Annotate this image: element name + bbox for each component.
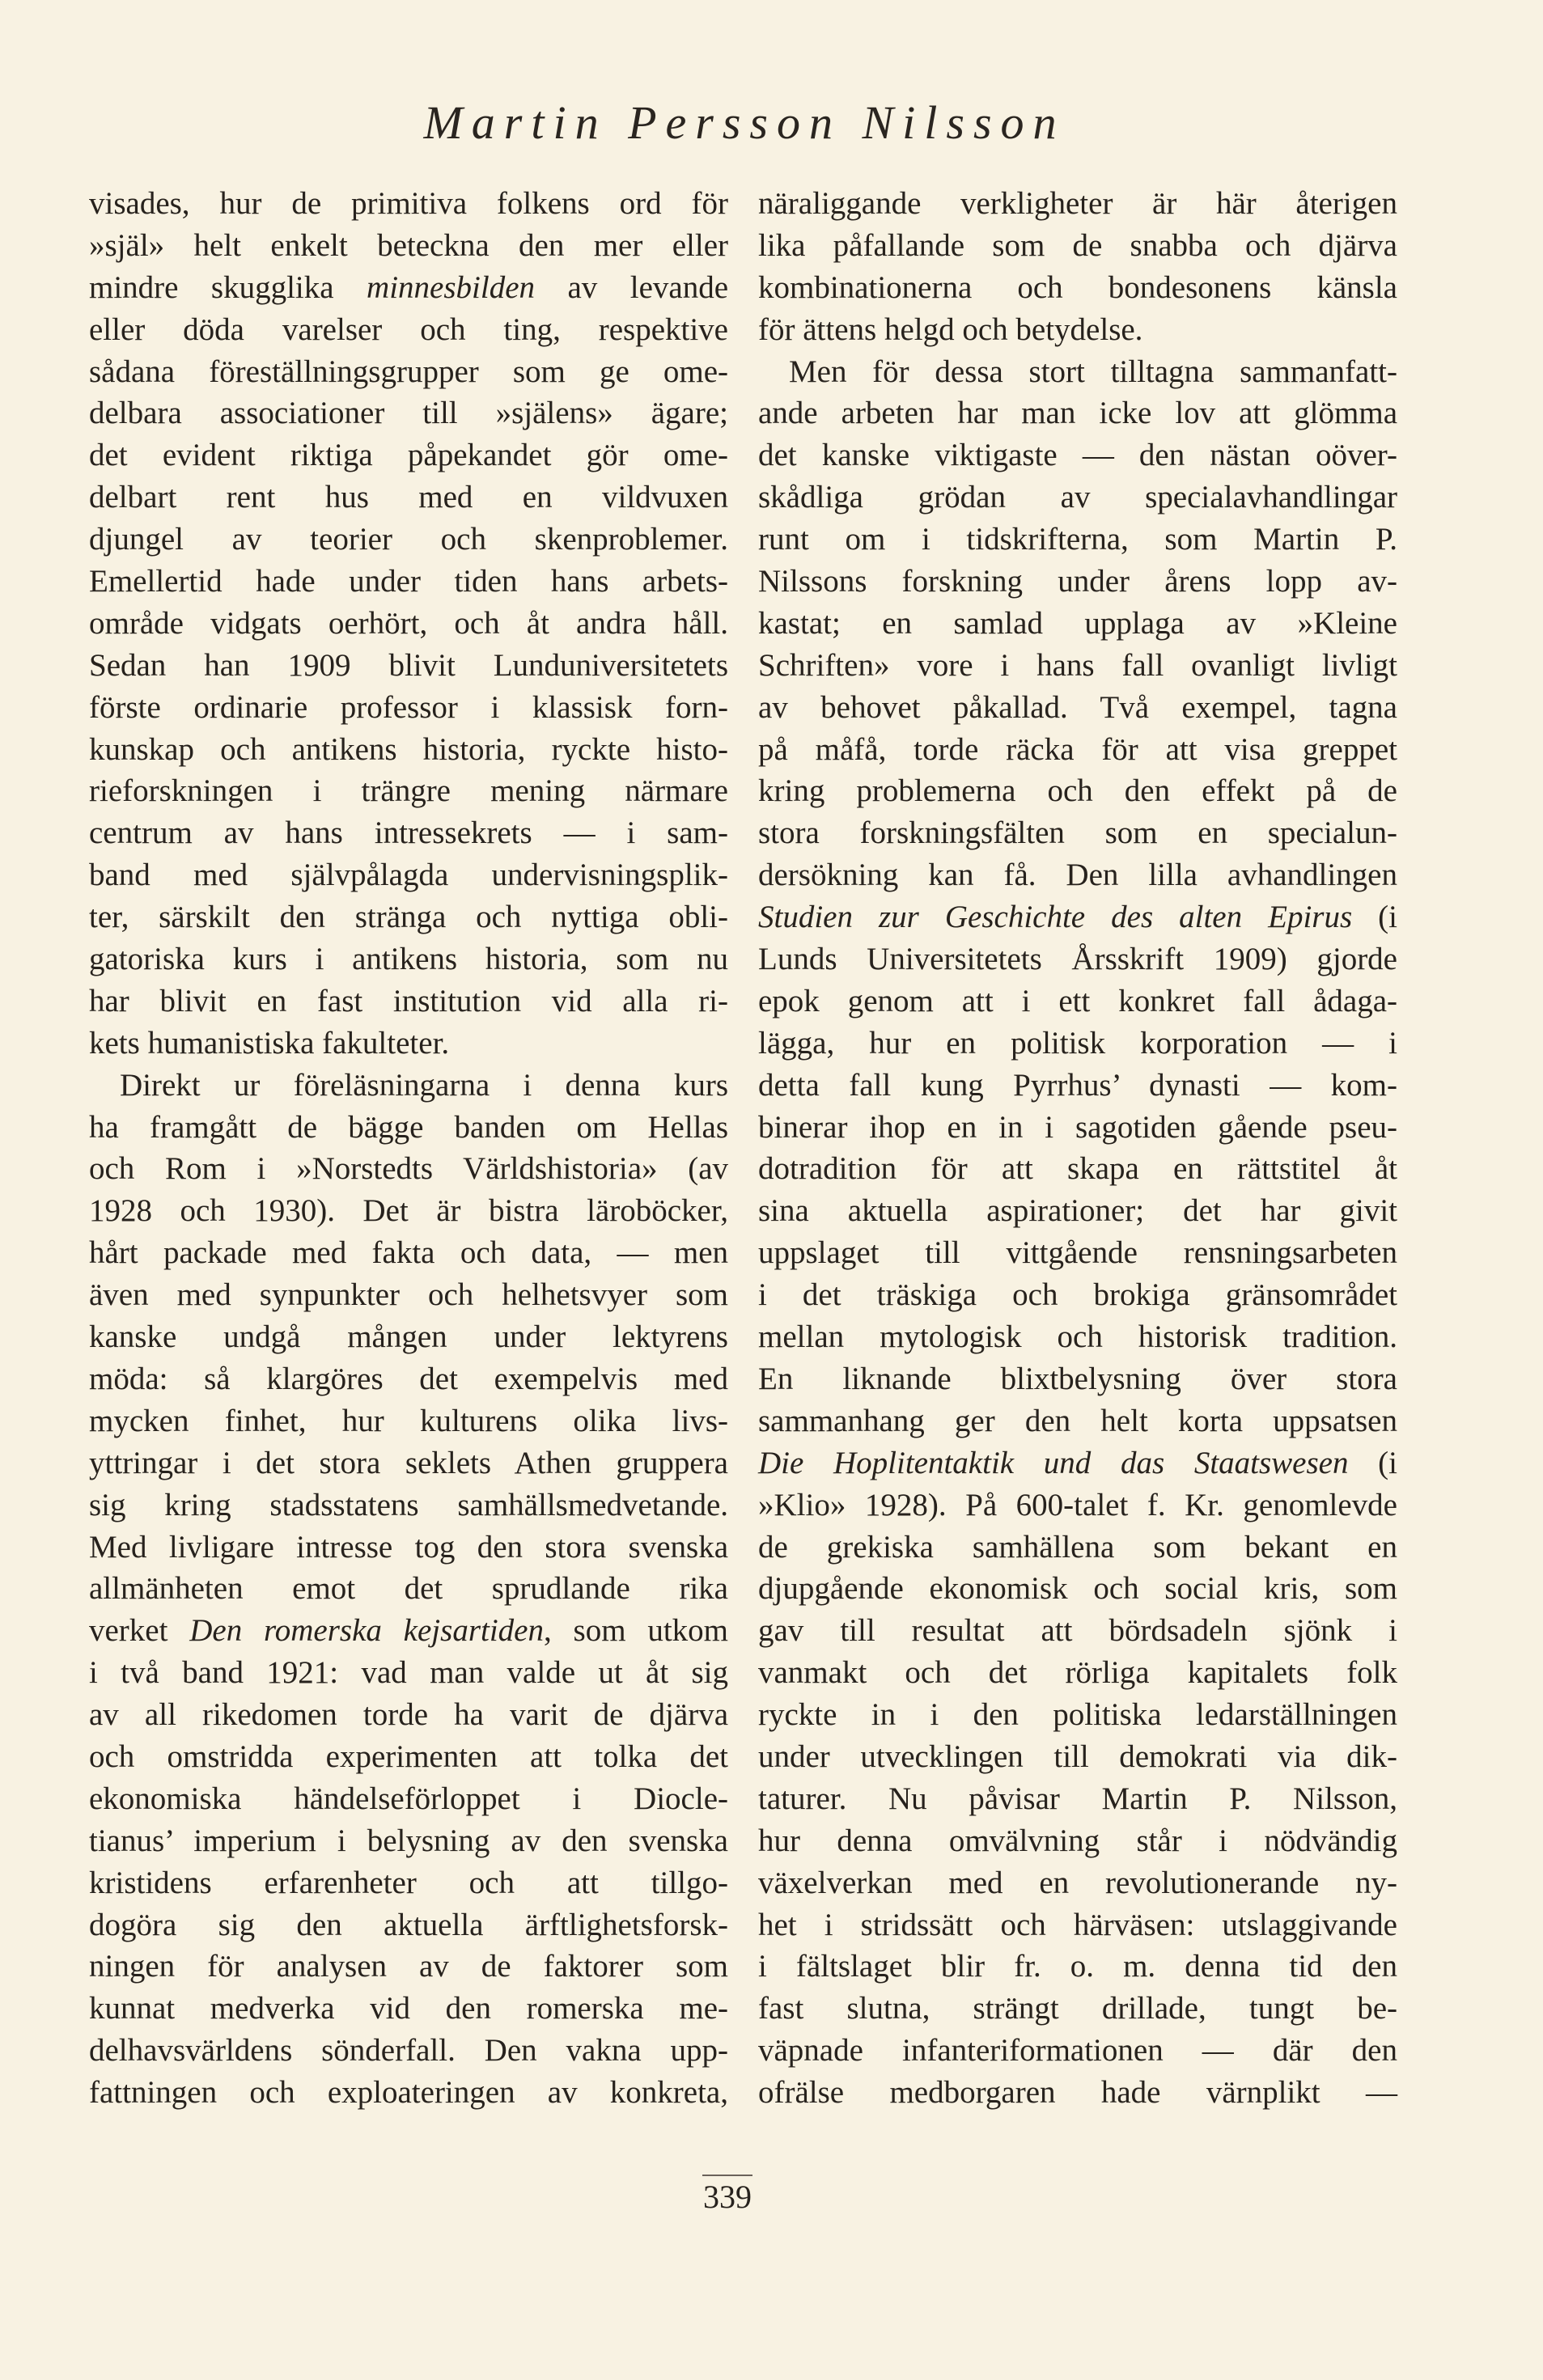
text-segment: kunskap och antikens historia, ryckte histo- <box>89 731 728 767</box>
text-segment: band med självpålagda undervisningsplik- <box>89 858 728 893</box>
text-line <box>758 1190 1397 1232</box>
text-line <box>89 1107 728 1149</box>
text-line <box>758 1862 1397 1904</box>
text-segment: epok genom att i ett konkret fall ådaga- <box>758 983 1397 1018</box>
text-line <box>758 183 1397 225</box>
text-segment: gav till resultat att bördsadeln sjönk i <box>758 1613 1397 1649</box>
text-segment: En liknande blixtbelysning över stora <box>758 1361 1397 1396</box>
text-segment: under utvecklingen till demokrati via dik- <box>758 1738 1397 1774</box>
text-segment: lägga, hur en politisk korporation — i <box>758 1025 1397 1061</box>
text-segment: det evident riktiga påpekandet gör ome- <box>89 438 728 473</box>
text-segment: på måfå, torde räcka för att visa greppet <box>758 731 1397 767</box>
text-segment: kunnat medverka vid den romerska me- <box>89 1991 728 2026</box>
text-segment: sig kring stadsstatens samhällsmedvetande. <box>89 1487 728 1522</box>
italic-title: Die Hoplitentaktik und das Staatswesen <box>758 1445 1349 1480</box>
italic-title: Den romerska kejsartiden <box>189 1613 544 1649</box>
text-segment: taturer. Nu påvisar Martin P. Nilsson, <box>758 1781 1397 1816</box>
text-line <box>758 1316 1397 1358</box>
text-line <box>89 2072 728 2114</box>
text-segment: ningen för analysen av de faktorer som <box>89 1949 728 1984</box>
text-line <box>758 1820 1397 1862</box>
text-line <box>89 1904 728 1946</box>
text-line <box>758 854 1397 896</box>
text-line <box>758 434 1397 476</box>
text-segment: sammanhang ger den helt korta uppsatsen <box>758 1403 1397 1438</box>
text-segment: kets humanistiska fakulteter. <box>89 1025 450 1061</box>
text-line <box>758 1400 1397 1442</box>
text-segment: vanmakt och det rörliga kapitalets folk <box>758 1655 1397 1691</box>
text-line <box>758 603 1397 645</box>
text-line <box>89 1316 728 1358</box>
text-line <box>89 729 728 771</box>
text-line <box>89 183 728 225</box>
text-line <box>758 2072 1397 2114</box>
text-line <box>758 2030 1397 2072</box>
text-segment: mellan mytologisk och historisk tradition. <box>758 1319 1397 1355</box>
text-segment: het i stridssätt och härväsen: utslaggivande <box>758 1907 1397 1942</box>
text-line <box>758 1610 1397 1652</box>
page-number-rule <box>702 2175 752 2176</box>
text-segment: ekonomiska händelseförloppet i Diocle- <box>89 1781 728 1816</box>
text-line <box>89 1527 728 1569</box>
text-segment: delbart rent hus med en vildvuxen <box>89 480 728 515</box>
text-segment: lika påfallande som de snabba och djärva <box>758 227 1397 263</box>
text-line <box>89 351 728 393</box>
text-segment: hur denna omvälvning står i nödvändig <box>758 1823 1397 1858</box>
text-segment: allmänheten emot det sprudlande rika <box>89 1571 728 1607</box>
text-segment: dotradition för att skapa en rättstitel åt <box>758 1151 1397 1187</box>
text-line <box>89 2030 728 2072</box>
text-segment: visades, hur de primitiva folkens ord för <box>89 186 728 221</box>
text-segment: djungel av teorier och skenproblemer. <box>89 522 728 557</box>
text-line <box>89 1484 728 1527</box>
text-line <box>758 267 1397 309</box>
text-segment: sådana föreställningsgrupper som ge ome- <box>89 354 728 389</box>
text-segment: sina aktuella aspirationer; det har givit <box>758 1193 1397 1229</box>
text-line <box>89 1190 728 1232</box>
text-line <box>89 687 728 729</box>
text-line <box>758 1484 1397 1527</box>
text-segment: , som utkom <box>543 1613 729 1649</box>
text-line <box>758 896 1397 938</box>
text-segment: ofrälse medborgaren hade värnplikt — <box>758 2075 1397 2111</box>
text-line <box>89 1023 728 1065</box>
text-segment: Med livligare intresse tog den stora svenska <box>89 1529 728 1565</box>
text-line <box>89 1820 728 1862</box>
text-segment: ryckte in i den politiska ledarställningen <box>758 1697 1397 1733</box>
text-line <box>758 1023 1397 1065</box>
text-segment: kombinationerna och bondesonens känsla <box>758 269 1397 305</box>
text-segment: gatoriska kurs i antikens historia, som nu <box>89 942 728 977</box>
text-segment: djupgående ekonomisk och social kris, som <box>758 1571 1397 1607</box>
text-line <box>758 770 1397 812</box>
text-segment: även med synpunkter och helhetsvyer som <box>89 1277 728 1313</box>
text-segment: det kanske viktigaste — den nästan oöver- <box>758 438 1397 473</box>
text-line <box>758 1358 1397 1400</box>
text-segment: väpnade infanteriformationen — där den <box>758 2033 1397 2069</box>
text-segment: förste ordinarie professor i klassisk forn- <box>89 689 728 725</box>
text-segment: av all rikedomen torde ha varit de djärva <box>89 1697 728 1733</box>
text-segment: ha framgått de bägge banden om Hellas <box>89 1109 728 1145</box>
text-line <box>758 519 1397 561</box>
text-segment: ande arbeten har man icke lov att glömma <box>758 396 1397 431</box>
text-segment: verket <box>89 1613 190 1649</box>
text-line <box>89 770 728 812</box>
text-segment: skådliga grödan av specialavhandlingar <box>758 480 1397 515</box>
text-segment: kastat; en samlad upplaga av »Kleine <box>758 605 1397 641</box>
text-segment: för ättens helgd och betydelse. <box>758 311 1143 347</box>
text-segment: Direkt ur föreläsningarna i denna kurs <box>120 1067 728 1103</box>
text-segment: delhavsvärldens sönderfall. Den vakna upp- <box>89 2033 728 2069</box>
text-line <box>89 1400 728 1442</box>
text-line <box>89 267 728 309</box>
text-line <box>758 1652 1397 1694</box>
text-segment: (i <box>1352 900 1397 935</box>
text-line <box>89 1988 728 2030</box>
text-line <box>89 1274 728 1316</box>
text-line <box>89 1358 728 1400</box>
text-line <box>758 1527 1397 1569</box>
text-line <box>758 1694 1397 1736</box>
text-line <box>89 1652 728 1694</box>
text-segment: yttringar i det stora seklets Athen gruppera <box>89 1445 728 1480</box>
text-segment: runt om i tidskrifterna, som Martin P. <box>758 522 1397 557</box>
text-segment: detta fall kung Pyrrhus’ dynasti — kom- <box>758 1067 1397 1103</box>
running-header: Martin Persson Nilsson <box>423 96 1066 149</box>
text-line <box>89 225 728 267</box>
text-segment: dersökning kan få. Den lilla avhandlingen <box>758 858 1397 893</box>
right-column <box>758 183 1397 2114</box>
text-line <box>89 1610 728 1652</box>
text-line <box>89 1148 728 1190</box>
text-line <box>89 896 728 938</box>
text-line <box>89 1694 728 1736</box>
text-segment: »själ» helt enkelt beteckna den mer eller <box>89 227 728 263</box>
text-line <box>758 476 1397 519</box>
text-line <box>89 645 728 687</box>
text-line <box>89 519 728 561</box>
text-segment: kanske undgå mången under lektyrens <box>89 1319 728 1355</box>
text-line <box>758 980 1397 1023</box>
text-line <box>89 1442 728 1484</box>
text-segment: och Rom i »Norstedts Världshistoria» (av <box>89 1151 728 1187</box>
text-segment: stora forskningsfälten som en specialun- <box>758 815 1397 851</box>
page-number: 339 <box>703 2179 752 2215</box>
text-line <box>758 225 1397 267</box>
text-segment: dogöra sig den aktuella ärftlighetsforsk- <box>89 1907 728 1942</box>
text-line <box>89 938 728 980</box>
italic-title: Studien zur Geschichte des alten Epirus <box>758 900 1353 935</box>
text-segment: i det träskiga och brokiga gränsområdet <box>758 1277 1397 1313</box>
text-line <box>758 729 1397 771</box>
text-line <box>89 1232 728 1274</box>
text-segment: i fältslaget blir fr. o. m. denna tid den <box>758 1949 1397 1984</box>
italic-title: minnesbilden <box>367 269 536 305</box>
text-segment: fattningen och exploateringen av konkreta, <box>89 2075 728 2111</box>
text-segment: Men för dessa stort tilltagna sammanfatt- <box>789 354 1397 389</box>
text-segment: näraliggande verkligheter är här återigen <box>758 186 1397 221</box>
text-line <box>89 1946 728 1988</box>
text-line <box>758 1107 1397 1149</box>
text-segment: de grekiska samhällena som bekant en <box>758 1529 1397 1565</box>
text-segment: rieforskningen i trängre mening närmare <box>89 773 728 809</box>
text-segment: delbara associationer till »själens» ägare; <box>89 396 728 431</box>
text-line <box>758 1274 1397 1316</box>
text-line <box>758 1232 1397 1274</box>
text-line <box>89 1065 728 1107</box>
text-segment: Lunds Universitetets Årsskrift 1909) gjorde <box>758 942 1397 977</box>
text-line <box>758 1904 1397 1946</box>
text-line <box>758 1568 1397 1610</box>
text-segment: och omstridda experimenten att tolka det <box>89 1738 728 1774</box>
text-segment: i två band 1921: vad man valde ut åt sig <box>89 1655 728 1691</box>
text-segment: mycken finhet, hur kulturens olika livs- <box>89 1403 728 1438</box>
text-line <box>758 1778 1397 1820</box>
text-line <box>758 309 1397 351</box>
text-line <box>758 351 1397 393</box>
left-column <box>89 183 728 2114</box>
text-segment: uppslaget till vittgående rensningsarbeten <box>758 1235 1397 1271</box>
text-segment: Emellertid hade under tiden hans arbets- <box>89 564 728 599</box>
text-line <box>758 1736 1397 1778</box>
text-line <box>758 1988 1397 2030</box>
text-segment: Sedan han 1909 blivit Lunduniversitetets <box>89 647 728 683</box>
text-line <box>89 1862 728 1904</box>
text-line <box>89 812 728 854</box>
text-segment: eller döda varelser och ting, respektive <box>89 311 728 347</box>
text-segment: mindre skugglika <box>89 269 367 305</box>
text-line <box>758 1946 1397 1988</box>
text-segment: Nilssons forskning under årens lopp av- <box>758 564 1397 599</box>
text-line <box>758 687 1397 729</box>
text-line <box>758 1065 1397 1107</box>
text-segment: hårt packade med fakta och data, — men <box>89 1235 728 1271</box>
text-segment: kristidens erfarenheter och att tillgo- <box>89 1865 728 1900</box>
text-segment: Schriften» vore i hans fall ovanligt livligt <box>758 647 1397 683</box>
text-line <box>89 434 728 476</box>
text-line <box>758 812 1397 854</box>
text-segment: växelverkan med en revolutionerande ny- <box>758 1865 1397 1900</box>
text-segment: har blivit en fast institution vid alla ri- <box>89 983 728 1018</box>
text-line <box>89 309 728 351</box>
text-segment: binerar ihop en in i sagotiden gående pseu- <box>758 1109 1397 1145</box>
text-line <box>758 392 1397 434</box>
text-line <box>758 561 1397 603</box>
text-segment: centrum av hans intressekrets — i sam- <box>89 815 728 851</box>
text-line <box>89 854 728 896</box>
text-line <box>89 392 728 434</box>
text-line <box>89 980 728 1023</box>
text-segment: av levande <box>535 269 728 305</box>
text-segment: tianus’ imperium i belysning av den svenska <box>89 1823 728 1858</box>
text-segment: av behovet påkallad. Två exempel, tagna <box>758 689 1397 725</box>
text-segment: 1928 och 1930). Det är bistra läroböcker, <box>89 1193 728 1229</box>
text-line <box>89 476 728 519</box>
text-line <box>89 1736 728 1778</box>
text-line <box>758 938 1397 980</box>
text-segment: (i <box>1348 1445 1397 1480</box>
text-segment: område vidgats oerhört, och åt andra håll. <box>89 605 728 641</box>
text-segment: »Klio» 1928). På 600-talet f. Kr. genomlevde <box>758 1487 1397 1522</box>
text-segment: ter, särskilt den stränga och nyttiga obli- <box>89 900 728 935</box>
text-line <box>89 1568 728 1610</box>
text-line <box>89 1778 728 1820</box>
text-segment: fast slutna, strängt drillade, tungt be- <box>758 1991 1397 2026</box>
text-segment: kring problemerna och den effekt på de <box>758 773 1397 809</box>
text-segment: möda: så klargöres det exempelvis med <box>89 1361 728 1396</box>
text-line <box>758 1148 1397 1190</box>
text-line <box>89 561 728 603</box>
text-line <box>89 603 728 645</box>
text-line <box>758 1442 1397 1484</box>
text-line <box>758 645 1397 687</box>
